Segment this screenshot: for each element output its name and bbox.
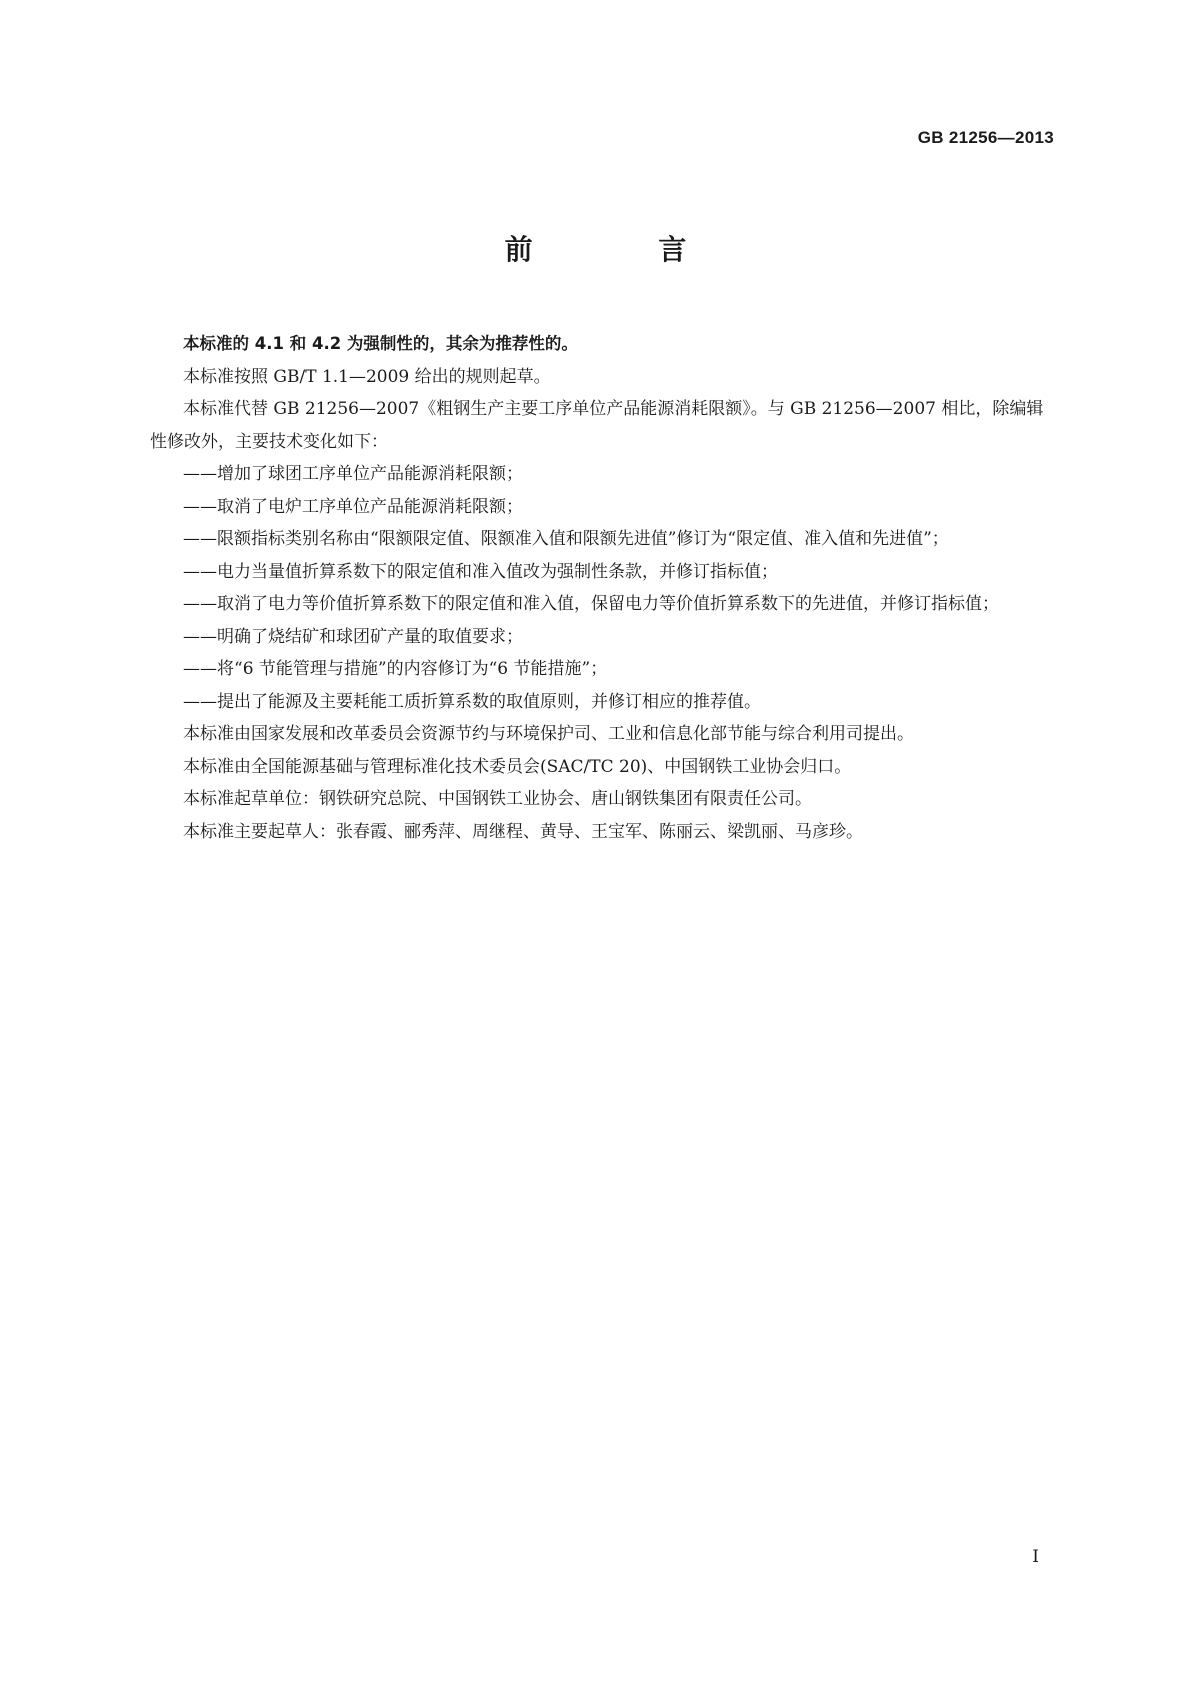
page-number: I <box>1032 1547 1039 1567</box>
standard-code: GB 21256—2013 <box>917 128 1054 147</box>
drafting-rules-paragraph: 本标准按照 GB/T 1.1—2009 给出的规则起草。 <box>183 366 551 387</box>
change-list-item: ——电力当量值折算系数下的限定值和准入值改为强制性条款，并修订指标值； <box>183 561 778 582</box>
drafters-paragraph: 本标准主要起草人：张春霞、郦秀萍、周继程、黄导、王宝军、陈丽云、梁凯丽、马彦珍。 <box>183 821 863 842</box>
proposer-paragraph: 本标准由国家发展和改革委员会资源节约与环境保护司、工业和信息化部节能与综合利用司提出。 <box>183 724 914 744</box>
change-list-item: ——限额指标类别名称由“限额限定值、限额准入值和限额先进值”修订为“限定值、准入值和先进值”； <box>183 529 949 549</box>
mandatory-clause-statement: 本标准的 4.1 和 4.2 为强制性的，其余为推荐性的。 <box>183 334 578 353</box>
change-list-item: ——取消了电炉工序单位产品能源消耗限额； <box>183 496 523 517</box>
replacement-paragraph: 本标准代替 GB 21256—2007《粗钢生产主要工序单位产品能源消耗限额》。与 GB 21256—2007 相比，除编辑性修改外，主要技术变化如下： <box>150 399 1044 452</box>
change-list-item: ——取消了电力等价值折算系数下的限定值和准入值，保留电力等价值折算系数下的先进值，并修订指标值； <box>183 594 999 614</box>
foreword-body <box>150 328 1056 848</box>
change-list-item: ——明确了烧结矿和球团矿产量的取值要求； <box>183 626 523 647</box>
change-list-item: ——增加了球团工序单位产品能源消耗限额； <box>183 464 523 484</box>
change-list-item: ——将“6 节能管理与措施”的内容修订为“6 节能措施”； <box>183 659 608 679</box>
committee-paragraph: 本标准由全国能源基础与管理标准化技术委员会(SAC/TC 20)、中国钢铁工业协会归口。 <box>183 756 852 777</box>
page-title: 前 言 <box>504 233 745 266</box>
drafting-units-paragraph: 本标准起草单位：钢铁研究总院、中国钢铁工业协会、唐山钢铁集团有限责任公司。 <box>183 789 812 809</box>
change-list-item: ——提出了能源及主要耗能工质折算系数的取值原则，并修订相应的推荐值。 <box>183 691 761 712</box>
